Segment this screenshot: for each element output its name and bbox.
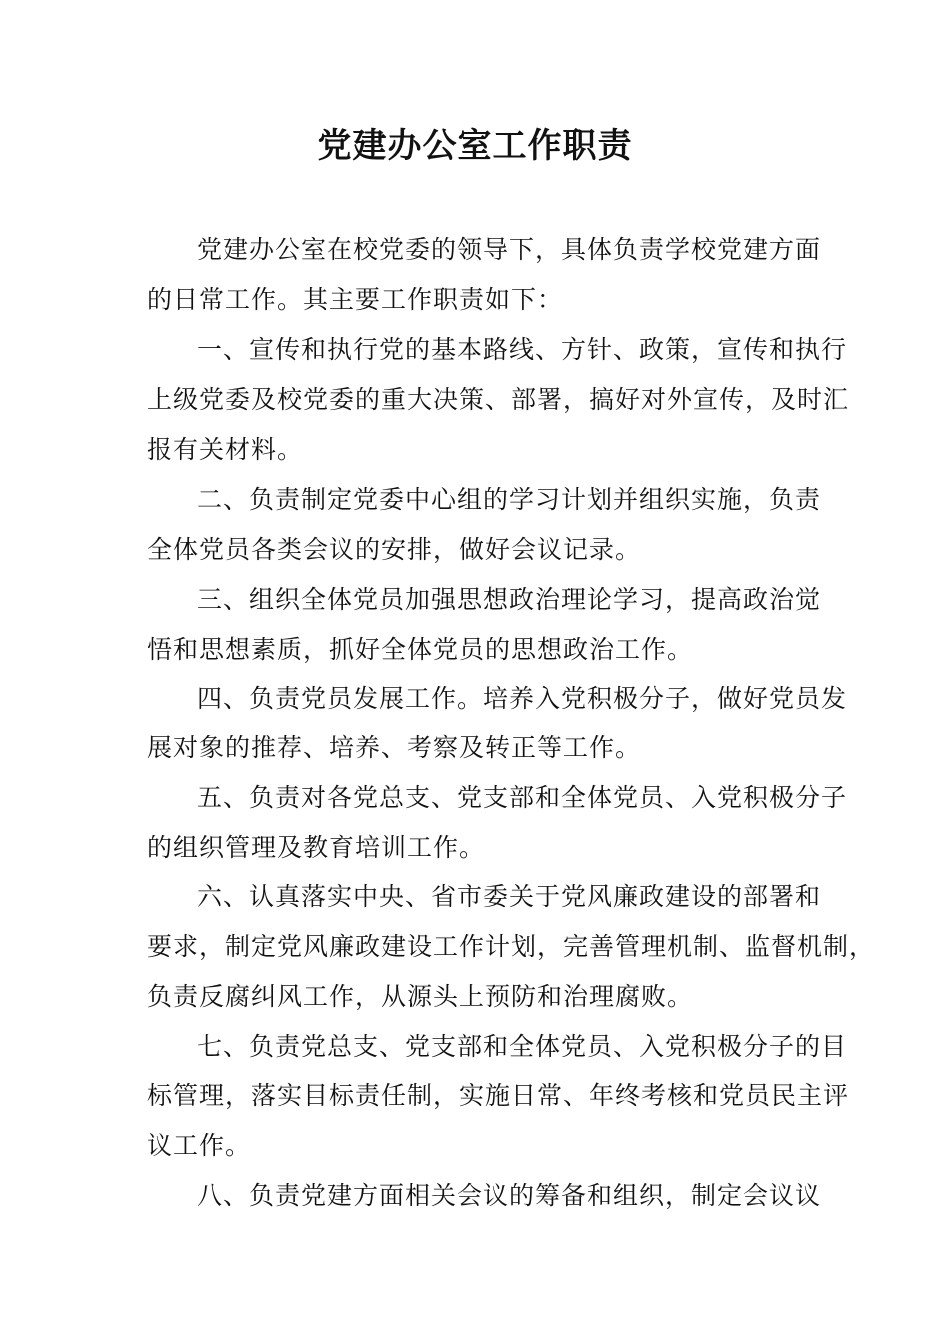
paragraph-line: 悟和思想素质，抓好全体党员的思想政治工作。: [147, 635, 694, 664]
document-title: 党建办公室工作职责: [317, 126, 633, 166]
paragraph-line: 全体党员各类会议的安排，做好会议记录。: [147, 535, 642, 564]
paragraph-line: 二、负责制定党委中心组的学习计划并组织实施，负责: [197, 485, 822, 514]
paragraph-line: 六、认真落实中央、省市委关于党风廉政建设的部署和: [197, 882, 822, 911]
paragraph-line: 党建办公室在校党委的领导下，具体负责学校党建方面: [197, 235, 822, 264]
paragraph-line: 要求，制定党风廉政建设工作计划，完善管理机制、监督机制，: [147, 932, 876, 961]
paragraph-line: 负责反腐纠风工作，从源头上预防和治理腐败。: [147, 982, 694, 1011]
paragraph-line: 展对象的推荐、培养、考察及转正等工作。: [147, 733, 642, 762]
paragraph-line: 四、负责党员发展工作。培养入党积极分子，做好党员发: [197, 684, 848, 713]
paragraph-line: 的日常工作。其主要工作职责如下：: [147, 285, 564, 314]
paragraph-line: 八、负责党建方面相关会议的筹备和组织，制定会议议: [197, 1181, 822, 1210]
paragraph-line: 的组织管理及教育培训工作。: [147, 833, 486, 862]
paragraph-line: 标管理，落实目标责任制，实施日常、年终考核和党员民主评: [147, 1081, 850, 1110]
paragraph-line: 报有关材料。: [147, 435, 304, 464]
paragraph-line: 五、负责对各党总支、党支部和全体党员、入党积极分子: [197, 783, 848, 812]
paragraph-line: 上级党委及校党委的重大决策、部署，搞好对外宣传，及时汇: [147, 385, 850, 414]
paragraph-line: 七、负责党总支、党支部和全体党员、入党积极分子的目: [197, 1032, 848, 1061]
paragraph-line: 三、组织全体党员加强思想政治理论学习，提高政治觉: [197, 585, 822, 614]
paragraph-line: 一、宣传和执行党的基本路线、方针、政策，宣传和执行: [197, 335, 848, 364]
paragraph-line: 议工作。: [147, 1131, 252, 1160]
